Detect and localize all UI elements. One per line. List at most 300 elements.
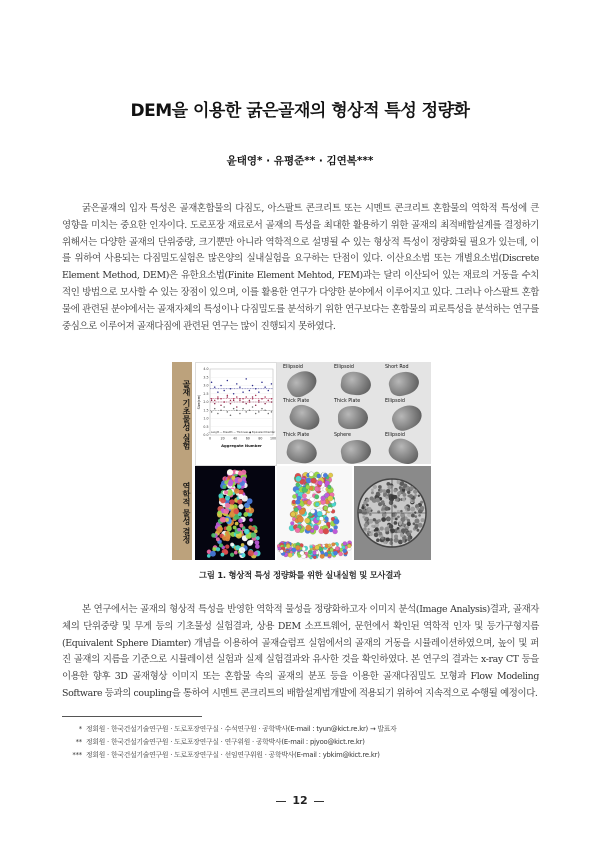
data-point xyxy=(223,406,225,408)
particle xyxy=(330,548,334,552)
aggregate-grain xyxy=(397,491,401,495)
data-point xyxy=(268,390,270,392)
aggregate-grain xyxy=(420,501,423,504)
aggregate-grain xyxy=(414,515,417,518)
aggregate-grain xyxy=(409,486,413,490)
particle xyxy=(328,544,331,547)
aggregate-grain xyxy=(382,489,386,493)
aggregate-grain xyxy=(414,511,416,513)
side-label-basic-tests: 골재 기초물성 실험 xyxy=(182,380,191,450)
particle xyxy=(239,547,245,553)
data-point xyxy=(236,406,238,408)
particle xyxy=(310,509,315,514)
data-point xyxy=(242,391,244,393)
aggregate-grain xyxy=(421,518,425,522)
particle xyxy=(331,543,335,547)
aggregate-grain xyxy=(407,491,410,494)
data-point xyxy=(245,378,247,380)
aggregate-grain xyxy=(361,506,364,509)
particle xyxy=(320,551,324,555)
particle xyxy=(229,512,235,518)
particle xyxy=(295,545,300,550)
particle xyxy=(227,469,233,475)
data-point xyxy=(261,381,263,383)
data-point xyxy=(255,388,256,390)
particle xyxy=(328,496,333,501)
aggregate-grain xyxy=(414,525,418,529)
aggregate-grain xyxy=(367,528,370,531)
footnote-1 xyxy=(62,723,397,733)
particle xyxy=(226,534,230,538)
aggregate-grain xyxy=(378,532,382,536)
data-point xyxy=(214,400,216,402)
stone-label: Thick Plate xyxy=(334,399,361,404)
aggregate-grain xyxy=(407,508,411,512)
data-point xyxy=(249,390,251,392)
aggregate-stone xyxy=(287,401,323,433)
data-point xyxy=(211,411,213,413)
particle xyxy=(223,508,229,514)
particle xyxy=(211,533,216,538)
y-tick-label: 0.0 xyxy=(203,433,209,438)
aggregate-grain xyxy=(394,495,398,499)
figure-panel xyxy=(172,362,431,560)
particle xyxy=(291,512,296,517)
particle xyxy=(297,496,301,500)
aggregate-grain xyxy=(373,518,376,521)
data-point xyxy=(249,400,251,402)
aggregate-grain xyxy=(386,517,390,521)
x-tick-label: 100 xyxy=(269,436,276,441)
particle xyxy=(339,552,343,556)
data-point xyxy=(227,411,229,413)
aggregate-stone xyxy=(283,366,320,401)
particle xyxy=(280,550,284,554)
aggregate-grain xyxy=(389,524,394,529)
particle xyxy=(251,532,257,538)
aggregate-grain xyxy=(394,521,398,525)
particle xyxy=(314,495,319,500)
aggregate-grain xyxy=(382,513,386,517)
particle xyxy=(241,543,245,547)
aggregate-grain xyxy=(420,506,424,510)
data-point xyxy=(233,408,235,410)
data-point xyxy=(245,396,247,398)
y-tick-label: 2.5 xyxy=(203,391,209,396)
particle xyxy=(328,473,333,478)
particle xyxy=(219,543,223,547)
aggregate-grain xyxy=(395,518,398,521)
y-tick-label: 0.5 xyxy=(203,424,209,429)
data-point xyxy=(271,398,273,400)
particle xyxy=(305,518,310,523)
aggregate-grain xyxy=(410,507,415,512)
aggregate-grain xyxy=(367,531,370,534)
aggregate-grain xyxy=(397,510,400,513)
data-point xyxy=(239,400,241,402)
particle xyxy=(238,478,242,482)
aggregate-grain xyxy=(414,494,417,497)
data-point xyxy=(233,393,235,395)
aggregate-grain xyxy=(371,488,374,491)
data-point xyxy=(214,408,216,410)
aggregate-grain xyxy=(371,491,374,494)
particle xyxy=(308,555,311,558)
data-point xyxy=(236,396,238,398)
aggregate-stone xyxy=(338,405,369,429)
aggregate-grain xyxy=(389,501,393,505)
particle xyxy=(251,527,255,531)
y-tick-label: 4.0 xyxy=(203,367,209,372)
aggregate-grain xyxy=(411,514,415,518)
particle xyxy=(246,509,250,513)
data-point xyxy=(242,398,244,400)
particle xyxy=(212,547,216,551)
particle xyxy=(243,512,248,517)
data-point xyxy=(271,383,273,385)
aggregate-grain xyxy=(363,527,367,531)
particle xyxy=(225,495,230,500)
aggregate-grain xyxy=(407,522,411,526)
aggregate-grain xyxy=(394,538,399,543)
x-tick-label: 20 xyxy=(220,436,225,441)
particle xyxy=(318,481,323,486)
stone-label: Short Rod xyxy=(385,365,409,370)
aggregate-grain xyxy=(408,536,411,539)
data-point xyxy=(227,395,229,397)
particle xyxy=(226,526,232,532)
aggregate-grain xyxy=(386,489,390,493)
x-tick-label: 60 xyxy=(245,436,250,441)
particle xyxy=(255,540,260,545)
particle xyxy=(333,529,338,534)
aggregate-grain xyxy=(384,527,389,532)
aggregate-grain xyxy=(364,523,368,527)
particle xyxy=(230,553,234,557)
data-point xyxy=(230,400,232,402)
particle xyxy=(302,493,307,498)
aggregate-grain xyxy=(385,496,388,499)
data-point xyxy=(217,396,219,398)
aggregate-grain xyxy=(381,500,385,504)
particle xyxy=(292,494,296,498)
aggregate-grain xyxy=(413,489,418,494)
particle xyxy=(286,544,290,548)
particle xyxy=(322,544,325,547)
data-point xyxy=(220,398,222,400)
particle xyxy=(313,556,316,559)
particle xyxy=(247,540,253,546)
data-point xyxy=(242,401,244,403)
particle xyxy=(288,553,292,557)
data-point xyxy=(245,411,247,413)
footnote-text: 정회원 · 한국건설기술연구원 · 도로포장연구실 · 수석연구원 · 공학박사(E-mail : tyun@kict.re.kr) → 발표자 xyxy=(86,725,397,733)
particle xyxy=(234,488,239,493)
data-point xyxy=(227,396,229,398)
aggregate-grain xyxy=(368,507,372,511)
aggregate-grain xyxy=(369,513,372,516)
data-point xyxy=(217,413,219,415)
aggregate-grain xyxy=(416,507,419,510)
data-point xyxy=(233,398,235,400)
slump-cone-particles xyxy=(195,466,275,560)
particle xyxy=(254,551,258,555)
particle xyxy=(295,528,300,533)
particle xyxy=(218,493,223,498)
data-point xyxy=(268,400,270,402)
particle xyxy=(297,516,303,522)
particle xyxy=(309,472,314,477)
aggregate-grain xyxy=(380,527,384,531)
particle xyxy=(210,551,216,557)
particle xyxy=(224,490,228,494)
stone-label: Sphere xyxy=(334,433,351,438)
data-point xyxy=(252,398,254,400)
particle xyxy=(241,470,246,475)
data-point xyxy=(252,396,254,398)
aggregate-stone xyxy=(389,401,426,435)
data-point xyxy=(252,406,254,408)
footnote-mark: *** xyxy=(72,751,82,759)
particle xyxy=(244,529,250,535)
data-point xyxy=(264,410,266,412)
particle xyxy=(342,546,346,550)
particle xyxy=(343,549,347,553)
particle xyxy=(323,506,328,511)
data-point xyxy=(220,410,222,412)
particle xyxy=(238,518,243,523)
data-point xyxy=(217,391,219,393)
data-point xyxy=(223,401,225,403)
particle xyxy=(216,537,220,541)
particle xyxy=(310,545,313,548)
particle xyxy=(223,485,227,489)
particle xyxy=(238,504,243,509)
footnote-rule xyxy=(62,716,202,717)
author-list: 윤태영* · 유평준** · 김연복*** xyxy=(226,155,374,167)
data-point xyxy=(255,413,256,415)
data-point xyxy=(258,401,260,403)
aggregate-grain xyxy=(383,492,387,496)
aggregate-grain xyxy=(418,523,423,528)
aggregate-grain xyxy=(389,541,393,545)
data-point xyxy=(255,405,256,407)
aggregate-grain xyxy=(373,485,377,489)
slump-test-disc xyxy=(354,466,431,560)
aggregate-grain xyxy=(400,533,404,537)
particle xyxy=(207,554,211,558)
data-point xyxy=(242,408,244,410)
data-point xyxy=(249,401,251,403)
data-point xyxy=(258,400,260,402)
aggregate-grain xyxy=(389,538,392,541)
particle xyxy=(326,522,330,526)
footnote-mark: * xyxy=(78,725,82,733)
aggregate-grain xyxy=(375,498,380,503)
aggregate-grain xyxy=(409,494,413,498)
aggregate-grain xyxy=(375,527,379,531)
y-tick-label: 1.5 xyxy=(203,408,209,413)
footnote-mark: ** xyxy=(75,738,82,746)
particle xyxy=(323,528,329,534)
particle xyxy=(234,551,238,555)
data-point xyxy=(239,413,241,415)
data-point xyxy=(239,386,241,388)
particle xyxy=(220,517,226,523)
particle xyxy=(321,496,326,501)
particle xyxy=(313,551,317,555)
aggregate-grain xyxy=(399,523,402,526)
particle xyxy=(304,500,308,504)
aggregate-grain xyxy=(416,529,419,532)
y-tick-label: 1.0 xyxy=(203,416,209,421)
data-point xyxy=(220,405,222,407)
aggregate-grain xyxy=(409,530,412,533)
y-axis-label: Size(cm) xyxy=(197,394,201,410)
aggregate-grain xyxy=(376,538,380,542)
aggregate-stone xyxy=(386,368,421,398)
particle xyxy=(230,543,234,547)
aggregate-grain xyxy=(397,516,400,519)
particle xyxy=(328,507,333,512)
aggregate-grain xyxy=(378,485,382,489)
page-number xyxy=(0,794,600,807)
particle xyxy=(256,536,260,540)
particle xyxy=(305,552,308,555)
particle xyxy=(311,478,316,483)
particle xyxy=(237,528,241,532)
chart-legend: — Length — Breadth — Thickness ● Equivalent Diamter xyxy=(207,431,276,434)
aggregate-grain xyxy=(366,499,370,503)
aggregate-grain xyxy=(381,537,384,540)
particle xyxy=(294,507,299,512)
data-point xyxy=(268,413,270,415)
data-point xyxy=(264,386,266,388)
aggregate-grain xyxy=(418,495,420,497)
data-point xyxy=(236,410,238,412)
x-axis-label: Aggregate Number xyxy=(221,443,262,448)
data-point xyxy=(261,398,263,400)
footnote-text: 정회원 · 한국건설기술연구원 · 도로포장연구실 · 선임연구위원 · 공학박사(E-mail : ybkim@kict.re.kr) xyxy=(86,751,380,759)
particle xyxy=(333,551,337,555)
aggregate-grain xyxy=(403,493,407,497)
particle xyxy=(248,550,254,556)
aggregate-stone xyxy=(339,437,373,465)
data-point xyxy=(214,403,216,405)
particle xyxy=(228,481,233,486)
particle xyxy=(216,527,222,533)
size-chart-svg xyxy=(196,363,276,465)
y-tick-label: 3.0 xyxy=(203,383,209,388)
data-point xyxy=(255,395,256,397)
stone-label: Ellipsoid xyxy=(283,365,303,370)
data-point xyxy=(245,403,247,405)
particle xyxy=(325,480,330,485)
side-label-mechanical: 역학적 물성 결정 xyxy=(182,482,191,544)
data-point xyxy=(258,391,260,393)
paper-title: DEM을 이용한 굵은골재의 형상적 특성 정량화 xyxy=(130,101,470,121)
particle xyxy=(343,541,347,545)
aggregate-grain xyxy=(394,505,397,508)
aggregate-grain xyxy=(400,513,405,518)
aggregate-grain xyxy=(370,496,374,500)
particle xyxy=(290,521,294,525)
aggregate-grain xyxy=(406,526,409,529)
particle xyxy=(231,476,235,480)
particle xyxy=(335,546,339,550)
data-point xyxy=(220,385,222,387)
particle xyxy=(315,545,320,550)
footnote-2 xyxy=(62,736,365,746)
data-point xyxy=(211,381,213,383)
data-point xyxy=(261,408,263,410)
particle xyxy=(235,522,239,526)
aggregate-grain xyxy=(390,529,395,534)
footnote-3 xyxy=(62,749,380,759)
aggregate-grain xyxy=(413,522,416,525)
aggregate-grain xyxy=(418,514,421,517)
data-point xyxy=(271,411,273,413)
aggregate-grain xyxy=(407,513,411,517)
aggregate-stone xyxy=(285,437,319,466)
body-paragraph-1: 굵은골재의 입자 특성은 골재혼합물의 다짐도, 아스팔트 콘크리트 또는 시멘트 콘크리트 혼합물의 역학적 특성에 큰 영향을 미치는 중요한 인자이다. 도로포장 재료로서 골재의 특성을 최대한 활용하기 위한 골재의 최적배합설계를 결정하기 위해서는 다양한 골재의 단위중량, 크기뿐만 아니라 역학적으로 설명될 수 있는 형상적 특성이 정량화될 필요가 있는데, 이를 위하여 사용되는 다짐밀도실험은 많은양의 실내실험을 요구하는 단점이 있다. 이산요소법 또는 개별요소법(Discrete Element Method, DEM)은 유한요소법(Finite Element Mehtod, FEM)과는 달리 이산되어 있는 재료의 거동을 수치적인 방법으로 모사할 수 있는 장점이 있으며, 이를 활용한 연구가 다양한 분야에서 이루어지고 있다. 그러나 아스팔트 혼합물에 관련된 분야에서는 골재자체의 특성이나 다짐밀도를 분석하기 위한 연구보다는 혼합물의 피로특성을 분석하는 연구를 중심으로 이루어져 골재다짐에 관련된 연구는 많이 진행되지 못하였다. xyxy=(62,203,539,332)
aggregate-grain xyxy=(369,532,373,536)
particle xyxy=(333,519,339,525)
aggregate-grain xyxy=(393,489,396,492)
aggregate-grain xyxy=(400,510,403,513)
data-point xyxy=(230,388,232,390)
aggregate-grain xyxy=(362,515,365,518)
data-point xyxy=(223,390,225,392)
particle xyxy=(324,517,328,521)
particle xyxy=(218,511,222,515)
particle xyxy=(225,544,229,548)
page-number-text: 12 xyxy=(292,794,308,807)
particle xyxy=(296,483,300,487)
slump-spread-particles xyxy=(277,466,352,560)
data-point xyxy=(211,398,213,400)
data-point xyxy=(211,400,213,402)
particle xyxy=(319,517,323,521)
aggregate-grain xyxy=(404,524,407,527)
data-point xyxy=(214,386,216,388)
figure-caption: 그림 1. 형상적 특성 정량화를 위한 실내실험 및 모사결과 xyxy=(199,570,401,580)
particle xyxy=(315,502,319,506)
data-point xyxy=(233,400,235,402)
stone-label: Ellipsoid xyxy=(385,399,405,404)
footnote-text: 정회원 · 한국건설기술연구원 · 도로포장연구실 · 연구위원 · 공학박사(E-mail : pjyoo@kict.re.kr) xyxy=(86,738,365,746)
aggregate-grain xyxy=(401,528,406,533)
aggregate-stone xyxy=(340,370,373,396)
particle xyxy=(329,528,333,532)
stone-label: Ellipsoid xyxy=(385,433,405,438)
particle xyxy=(306,485,310,489)
stone-label: Thick Plate xyxy=(283,399,310,404)
particle xyxy=(300,480,304,484)
aggregate-shape-samples xyxy=(277,362,431,464)
aggregate-grain xyxy=(374,533,379,538)
particle xyxy=(239,523,243,527)
aggregate-grain xyxy=(376,492,380,496)
slump-spread-simulation xyxy=(277,466,352,560)
particle xyxy=(307,500,312,505)
data-point xyxy=(230,414,232,416)
data-point xyxy=(227,380,229,382)
particle xyxy=(238,494,243,499)
particle xyxy=(216,547,220,551)
particle xyxy=(302,547,306,551)
particle xyxy=(244,502,250,508)
